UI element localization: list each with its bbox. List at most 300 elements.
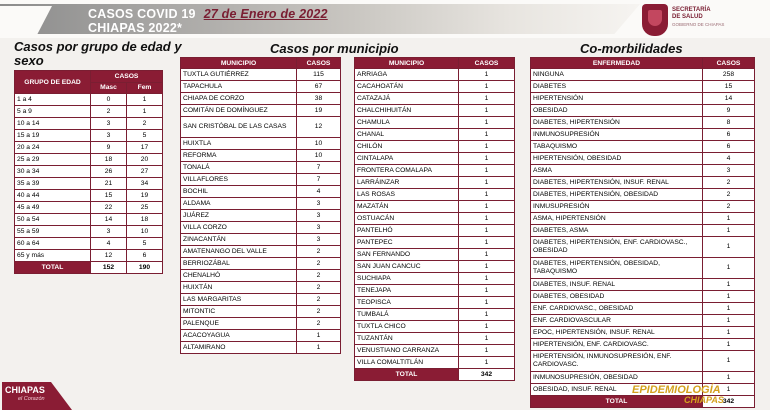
municipio-name-cell: VILLA COMALTITLÁN — [355, 357, 459, 369]
casos-cell: 1 — [459, 201, 515, 213]
table-row — [531, 153, 755, 165]
total-value: 342 — [703, 396, 755, 408]
table-row — [181, 270, 341, 282]
table-row — [181, 246, 341, 258]
section-title-comorbilidades: Co-morbilidades — [580, 41, 683, 56]
table-row — [531, 291, 755, 303]
table-row — [355, 309, 515, 321]
chiapas-brand: CHIAPAS — [5, 385, 45, 395]
municipio-name-cell: JUÁREZ — [181, 210, 297, 222]
casos-cell: 9 — [703, 105, 755, 117]
casos-cell: 8 — [703, 117, 755, 129]
masc-cell: 3 — [91, 130, 127, 142]
casos-cell: 1 — [459, 117, 515, 129]
age-group-cell: 45 a 49 — [15, 202, 91, 214]
secretaria-salud-logo — [640, 2, 768, 38]
table-row — [181, 330, 341, 342]
total-row — [15, 262, 163, 274]
municipio-name-cell: CHILÓN — [355, 141, 459, 153]
masc-cell: 9 — [91, 142, 127, 154]
col-header-casos: CASOS — [91, 71, 163, 83]
logo-line-3: GOBIERNO DE CHIAPAS — [672, 22, 725, 27]
fem-cell: 19 — [127, 190, 163, 202]
enfermedad-cell: ENF. CARDIOVASCULAR — [531, 315, 703, 327]
enfermedad-cell: EPOC, HIPERTENSIÓN, INSUF. RENAL — [531, 327, 703, 339]
logo-line-1: SECRETARÍA — [672, 7, 711, 13]
casos-cell: 2 — [297, 318, 341, 330]
title-line-1: CASOS COVID 19 — [88, 7, 196, 21]
table-row — [531, 141, 755, 153]
enfermedad-cell: NINGUNA — [531, 69, 703, 81]
municipio-name-cell: OSTUACÁN — [355, 213, 459, 225]
table-row — [355, 189, 515, 201]
table-row — [531, 129, 755, 141]
table-row — [355, 285, 515, 297]
table-row — [15, 166, 163, 178]
casos-cell: 2 — [297, 270, 341, 282]
casos-cell: 1 — [703, 303, 755, 315]
epidemiologia-logo: EPIDEMIOLOGÍA — [632, 384, 721, 396]
municipio-name-cell: BERRIOZÁBAL — [181, 258, 297, 270]
enfermedad-cell: HIPERTENSIÓN — [531, 93, 703, 105]
municipio-name-cell: ARRIAGA — [355, 69, 459, 81]
table-row — [181, 318, 341, 330]
table-row — [15, 178, 163, 190]
municipio-name-cell: CHANAL — [355, 129, 459, 141]
municipio-name-cell: TAPACHULA — [181, 81, 297, 93]
casos-cell: 1 — [459, 93, 515, 105]
total-label: TOTAL — [531, 396, 703, 408]
table-row — [531, 69, 755, 81]
enfermedad-cell: DIABETES, HIPERTENSIÓN, ENF. CARDIOVASC., OBESIDAD — [531, 237, 703, 258]
table-row — [531, 237, 755, 258]
municipio-name-cell: SAN FERNANDO — [355, 249, 459, 261]
table-row — [181, 162, 341, 174]
table-row — [181, 306, 341, 318]
table-row — [355, 201, 515, 213]
table-row — [355, 69, 515, 81]
age-group-cell: 35 a 39 — [15, 178, 91, 190]
col-header-municipio: MUNICIPIO — [355, 58, 459, 69]
municipio-name-cell: TENEJAPA — [355, 285, 459, 297]
table-row — [181, 234, 341, 246]
table-row — [15, 118, 163, 130]
casos-cell: 1 — [703, 384, 755, 396]
table-row — [181, 150, 341, 162]
municipio-name-cell: MAZATÁN — [355, 201, 459, 213]
municipio-name-cell: TUMBALÁ — [355, 309, 459, 321]
casos-cell: 1 — [703, 327, 755, 339]
municipio-name-cell: PALENQUE — [181, 318, 297, 330]
table-row — [181, 342, 341, 354]
enfermedad-cell: ASMA — [531, 165, 703, 177]
municipio-name-cell: ACACOYAGUA — [181, 330, 297, 342]
table-row — [355, 153, 515, 165]
casos-cell: 1 — [459, 69, 515, 81]
age-group-cell: 5 a 9 — [15, 106, 91, 118]
age-group-cell: 40 a 44 — [15, 190, 91, 202]
masc-cell: 4 — [91, 238, 127, 250]
age-group-cell: 20 a 24 — [15, 142, 91, 154]
masc-cell: 0 — [91, 94, 127, 106]
casos-cell: 1 — [703, 351, 755, 372]
enfermedad-cell: HIPERTENSIÓN, ENF. CARDIOVASC. — [531, 339, 703, 351]
table-row — [531, 105, 755, 117]
casos-cell: 1 — [459, 141, 515, 153]
table-row — [531, 93, 755, 105]
municipio-name-cell: HUIXTÁN — [181, 282, 297, 294]
table-row — [181, 282, 341, 294]
municipio-table-right — [354, 57, 515, 381]
casos-cell: 1 — [459, 309, 515, 321]
municipio-name-cell: LAS MARGARITAS — [181, 294, 297, 306]
fem-cell: 27 — [127, 166, 163, 178]
casos-cell: 258 — [703, 69, 755, 81]
municipio-name-cell: ALDAMA — [181, 198, 297, 210]
shield-icon — [642, 4, 668, 36]
table-row — [531, 165, 755, 177]
fem-cell: 6 — [127, 250, 163, 262]
age-group-cell: 60 a 64 — [15, 238, 91, 250]
age-group-cell: 65 y más — [15, 250, 91, 262]
total-fem: 190 — [127, 262, 163, 274]
table-row — [15, 142, 163, 154]
enfermedad-cell: INMUNOSUPRESIÓN, OBESIDAD — [531, 372, 703, 384]
casos-cell: 1 — [703, 372, 755, 384]
casos-cell: 1 — [459, 249, 515, 261]
municipio-name-cell: CHIAPA DE CORZO — [181, 93, 297, 105]
table-row — [15, 130, 163, 142]
casos-cell: 1 — [459, 81, 515, 93]
table-row — [355, 81, 515, 93]
municipio-name-cell: CHAMULA — [355, 117, 459, 129]
casos-cell: 1 — [297, 342, 341, 354]
col-header-fem: Fem — [127, 82, 163, 94]
enfermedad-cell: TABAQUISMO — [531, 141, 703, 153]
casos-cell: 2 — [297, 258, 341, 270]
table-row — [15, 250, 163, 262]
table-row — [355, 225, 515, 237]
casos-cell: 1 — [459, 237, 515, 249]
casos-cell: 3 — [297, 234, 341, 246]
age-group-cell: 15 a 19 — [15, 130, 91, 142]
age-group-cell: 25 a 29 — [15, 154, 91, 166]
table-row — [531, 258, 755, 279]
table-row — [531, 279, 755, 291]
masc-cell: 15 — [91, 190, 127, 202]
masc-cell: 3 — [91, 226, 127, 238]
enfermedad-cell: DIABETES — [531, 81, 703, 93]
fem-cell: 18 — [127, 214, 163, 226]
municipio-name-cell: COMITÁN DE DOMÍNGUEZ — [181, 105, 297, 117]
table-row — [531, 81, 755, 93]
table-row — [355, 93, 515, 105]
casos-cell: 1 — [459, 321, 515, 333]
table-row — [531, 189, 755, 201]
municipio-name-cell: SAN JUAN CANCUC — [355, 261, 459, 273]
casos-cell: 67 — [297, 81, 341, 93]
col-header-municipio: MUNICIPIO — [181, 58, 297, 69]
casos-cell: 1 — [703, 258, 755, 279]
age-group-cell: 55 a 59 — [15, 226, 91, 238]
casos-cell: 2 — [703, 189, 755, 201]
municipio-name-cell: PANTELHÓ — [355, 225, 459, 237]
municipio-name-cell: ZINACANTÁN — [181, 234, 297, 246]
enfermedad-cell: HIPERTENSIÓN, OBESIDAD — [531, 153, 703, 165]
casos-cell: 1 — [459, 177, 515, 189]
casos-cell: 12 — [297, 117, 341, 138]
table-row — [15, 154, 163, 166]
fem-cell: 2 — [127, 118, 163, 130]
enfermedad-cell: OBESIDAD, INSUF. RENAL — [531, 384, 703, 396]
epidemiologia-logo-sub: CHIAPAS — [684, 395, 724, 405]
casos-cell: 7 — [297, 162, 341, 174]
casos-cell: 14 — [703, 93, 755, 105]
masc-cell: 3 — [91, 118, 127, 130]
municipio-name-cell: LAS ROSAS — [355, 189, 459, 201]
total-row — [355, 369, 515, 381]
enfermedad-cell: INMUSUPRESIÓN — [531, 201, 703, 213]
enfermedad-cell: HIPERTENSIÓN, INMUNOSUPRESIÓN, ENF. CARDIOVASC. — [531, 351, 703, 372]
table-row — [15, 214, 163, 226]
municipio-name-cell: AMATENANGO DEL VALLE — [181, 246, 297, 258]
table-row — [531, 201, 755, 213]
casos-cell: 1 — [459, 225, 515, 237]
casos-cell: 1 — [459, 153, 515, 165]
masc-cell: 2 — [91, 106, 127, 118]
casos-cell: 6 — [703, 129, 755, 141]
table-row — [531, 225, 755, 237]
table-row — [15, 190, 163, 202]
casos-cell: 1 — [459, 189, 515, 201]
municipio-name-cell: PANTEPEC — [355, 237, 459, 249]
casos-cell: 3 — [297, 222, 341, 234]
casos-cell: 10 — [297, 138, 341, 150]
fem-cell: 10 — [127, 226, 163, 238]
casos-cell: 7 — [297, 174, 341, 186]
table-row — [355, 165, 515, 177]
casos-cell: 1 — [459, 285, 515, 297]
total-label: TOTAL — [15, 262, 91, 274]
enfermedad-cell: DIABETES, INSUF. RENAL — [531, 279, 703, 291]
masc-cell: 18 — [91, 154, 127, 166]
casos-cell: 1 — [459, 357, 515, 369]
age-group-cell: 10 a 14 — [15, 118, 91, 130]
table-row — [355, 213, 515, 225]
municipio-name-cell: LARRÁINZAR — [355, 177, 459, 189]
table-row — [355, 261, 515, 273]
table-row — [181, 105, 341, 117]
table-row — [355, 321, 515, 333]
municipio-name-cell: VILLA CORZO — [181, 222, 297, 234]
casos-cell: 4 — [297, 186, 341, 198]
section-title-municipio: Casos por municipio — [270, 41, 399, 56]
casos-cell: 6 — [703, 141, 755, 153]
col-header-grupo: GRUPO DE EDAD — [15, 71, 91, 94]
page-title — [88, 7, 328, 35]
municipio-name-cell: ALTAMIRANO — [181, 342, 297, 354]
table-row — [181, 174, 341, 186]
table-row — [181, 186, 341, 198]
table-row — [531, 213, 755, 225]
section-title-edad: Casos por grupo de edad y sexo — [14, 39, 182, 68]
fem-cell: 25 — [127, 202, 163, 214]
municipio-name-cell: CHENALHÓ — [181, 270, 297, 282]
municipio-name-cell: TUXTLA GUTIÉRREZ — [181, 69, 297, 81]
total-value: 342 — [459, 369, 515, 381]
municipio-table-left — [180, 57, 341, 354]
comorbilidades-table — [530, 57, 755, 408]
casos-cell: 2 — [703, 177, 755, 189]
table-row — [531, 372, 755, 384]
fem-cell: 34 — [127, 178, 163, 190]
municipio-name-cell: TEOPISCA — [355, 297, 459, 309]
fem-cell: 5 — [127, 130, 163, 142]
casos-cell: 10 — [297, 150, 341, 162]
casos-cell: 1 — [703, 225, 755, 237]
table-row — [181, 294, 341, 306]
casos-cell: 2 — [297, 294, 341, 306]
age-group-cell: 1 a 4 — [15, 94, 91, 106]
casos-cell: 2 — [297, 282, 341, 294]
table-row — [181, 69, 341, 81]
table-row — [355, 237, 515, 249]
casos-cell: 1 — [459, 333, 515, 345]
table-row — [531, 327, 755, 339]
enfermedad-cell: ASMA, HIPERTENSIÓN — [531, 213, 703, 225]
title-line-2: CHIAPAS 2022* — [88, 21, 183, 35]
logo-text — [672, 7, 724, 29]
col-header-casos: CASOS — [297, 58, 341, 69]
table-row — [181, 93, 341, 105]
table-row — [355, 141, 515, 153]
casos-cell: 1 — [459, 345, 515, 357]
casos-cell: 1 — [703, 279, 755, 291]
municipio-name-cell: FRONTERA COMALAPA — [355, 165, 459, 177]
casos-cell: 2 — [703, 201, 755, 213]
casos-cell: 1 — [703, 237, 755, 258]
casos-cell: 1 — [703, 213, 755, 225]
municipio-name-cell: CINTALAPA — [355, 153, 459, 165]
table-row — [531, 351, 755, 372]
casos-cell: 1 — [459, 129, 515, 141]
municipio-name-cell: VENUSTIANO CARRANZA — [355, 345, 459, 357]
table-row — [355, 273, 515, 285]
table-row — [181, 138, 341, 150]
table-row — [531, 177, 755, 189]
casos-cell: 1 — [703, 291, 755, 303]
casos-cell: 1 — [297, 330, 341, 342]
enfermedad-cell: DIABETES, HIPERTENSIÓN, INSUF. RENAL — [531, 177, 703, 189]
municipio-name-cell: VILLAFLORES — [181, 174, 297, 186]
age-sex-table — [14, 70, 163, 274]
casos-cell: 1 — [703, 315, 755, 327]
fem-cell: 20 — [127, 154, 163, 166]
casos-cell: 15 — [703, 81, 755, 93]
table-row — [355, 249, 515, 261]
enfermedad-cell: OBESIDAD — [531, 105, 703, 117]
fem-cell: 1 — [127, 94, 163, 106]
table-row — [181, 198, 341, 210]
table-row — [15, 202, 163, 214]
municipio-name-cell: HUIXTLA — [181, 138, 297, 150]
table-row — [355, 129, 515, 141]
casos-cell: 1 — [459, 105, 515, 117]
age-group-cell: 30 a 34 — [15, 166, 91, 178]
table-row — [531, 339, 755, 351]
table-row — [181, 81, 341, 93]
casos-cell: 3 — [297, 210, 341, 222]
table-row — [15, 238, 163, 250]
col-header-casos: CASOS — [459, 58, 515, 69]
page-header — [0, 0, 770, 38]
casos-cell: 3 — [703, 165, 755, 177]
masc-cell: 14 — [91, 214, 127, 226]
casos-cell: 2 — [297, 246, 341, 258]
municipio-name-cell: SAN CRISTÓBAL DE LAS CASAS — [181, 117, 297, 138]
fem-cell: 5 — [127, 238, 163, 250]
col-header-casos: CASOS — [703, 58, 755, 69]
municipio-name-cell: CACAHOATÁN — [355, 81, 459, 93]
municipio-name-cell: CHALCHIHUITÁN — [355, 105, 459, 117]
masc-cell: 21 — [91, 178, 127, 190]
enfermedad-cell: ENF. CARDIOVASC., OBESIDAD — [531, 303, 703, 315]
report-date: 27 de Enero de 2022 — [203, 7, 328, 21]
table-row — [355, 345, 515, 357]
table-row — [181, 117, 341, 138]
masc-cell: 22 — [91, 202, 127, 214]
fem-cell: 1 — [127, 106, 163, 118]
enfermedad-cell: INMUNOSUPRESIÓN — [531, 129, 703, 141]
col-header-enfermedad: ENFERMEDAD — [531, 58, 703, 69]
municipio-name-cell: TUZANTÁN — [355, 333, 459, 345]
fem-cell: 17 — [127, 142, 163, 154]
casos-cell: 38 — [297, 93, 341, 105]
table-row — [531, 315, 755, 327]
casos-cell: 1 — [703, 339, 755, 351]
enfermedad-cell: DIABETES, HIPERTENSIÓN — [531, 117, 703, 129]
total-label: TOTAL — [355, 369, 459, 381]
enfermedad-cell: DIABETES, OBESIDAD — [531, 291, 703, 303]
table-row — [15, 226, 163, 238]
municipio-name-cell: TUXTLA CHICO — [355, 321, 459, 333]
casos-cell: 115 — [297, 69, 341, 81]
masc-cell: 26 — [91, 166, 127, 178]
municipio-name-cell: REFORMA — [181, 150, 297, 162]
table-row — [531, 303, 755, 315]
casos-cell: 1 — [459, 273, 515, 285]
table-row — [355, 297, 515, 309]
table-row — [181, 222, 341, 234]
municipio-name-cell: MITONTIC — [181, 306, 297, 318]
casos-cell: 4 — [703, 153, 755, 165]
age-group-cell: 50 a 54 — [15, 214, 91, 226]
table-row — [15, 94, 163, 106]
casos-cell: 1 — [459, 213, 515, 225]
masc-cell: 12 — [91, 250, 127, 262]
chiapas-brand-sub: el Corazón — [18, 396, 45, 402]
enfermedad-cell: DIABETES, HIPERTENSIÓN, OBESIDAD, TABAQUISMO — [531, 258, 703, 279]
casos-cell: 1 — [459, 165, 515, 177]
col-header-masc: Masc — [91, 82, 127, 94]
casos-cell: 2 — [297, 306, 341, 318]
casos-cell: 19 — [297, 105, 341, 117]
table-row — [355, 177, 515, 189]
table-row — [181, 258, 341, 270]
casos-cell: 3 — [297, 198, 341, 210]
logo-line-2: DE SALUD — [672, 14, 703, 20]
enfermedad-cell: DIABETES, HIPERTENSIÓN, OBESIDAD — [531, 189, 703, 201]
